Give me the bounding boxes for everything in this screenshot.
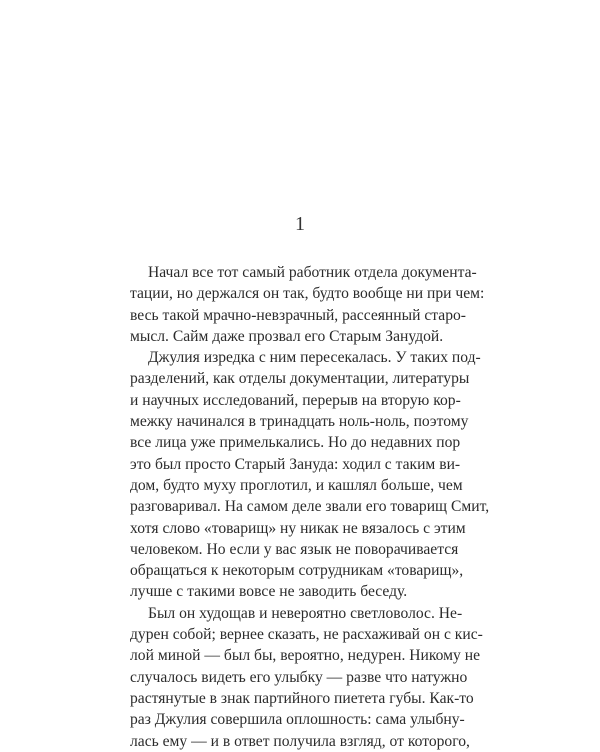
text-line: дом, будто муху проглотил, и кашлял больше, чем — [130, 476, 463, 494]
text-line: Начал все тот самый работник отдела документа- — [148, 264, 477, 281]
text-line: Был он худощав и невероятно светловолос. Не- — [148, 604, 463, 622]
text-line: тации, но держался он так, будто вообще ни при чем: — [130, 285, 485, 303]
text-line: случалось видеть его улыбку — разве что натужно — [130, 668, 468, 686]
text-line: лась ему — и в ответ получила взгляд, от которого, — [130, 732, 470, 750]
paragraph-2 — [130, 347, 490, 603]
text-line: обращаться к некоторым сотрудникам «товарищ», — [130, 562, 464, 580]
text-line: это был просто Старый Зануда: ходил с таким ви- — [130, 455, 461, 473]
paragraph-1 — [130, 262, 485, 347]
text-line: растянутые в знак партийного пиетета губы. Как-то — [130, 689, 474, 707]
text-line: разговаривал. На самом деле звали его товарищ Смит, — [130, 498, 490, 516]
text-line: межку начинался в тринадцать ноль-ноль, поэтому — [130, 413, 469, 431]
text-line: лучше с такими вовсе не заводить беседу. — [130, 583, 408, 601]
chapter-number: 1 — [295, 213, 305, 235]
text-line: и научных исследований, перерыв на вторую кор- — [130, 391, 461, 409]
text-line: человеком. Но если у вас язык не поворачивается — [130, 540, 459, 558]
text-line: мысл. Сайм даже прозвал его Старым Занудой. — [130, 327, 444, 345]
text-line: хотя слово «товарищ» ну никак не вязалось с этим — [130, 519, 466, 537]
text-line: разделений, как отделы документации, литературы — [130, 370, 470, 388]
text-line: все лица уже примелькались. Но до недавних пор — [130, 434, 461, 452]
text-line: дурен собой; вернее сказать, не расхаживай он с кис- — [130, 626, 483, 644]
text-line: Джулия изредка с ним пересекалась. У таких под- — [148, 349, 481, 367]
body-text — [130, 262, 490, 752]
text-line: лой миной — был бы, вероятно, недурен. Никому не — [130, 647, 480, 665]
text-line: весь такой мрачно-невзрачный, рассеянный старо- — [130, 306, 466, 324]
text-line: раз Джулия совершила оплошность: сама улыбну- — [130, 711, 465, 729]
paragraph-3 — [130, 603, 483, 752]
